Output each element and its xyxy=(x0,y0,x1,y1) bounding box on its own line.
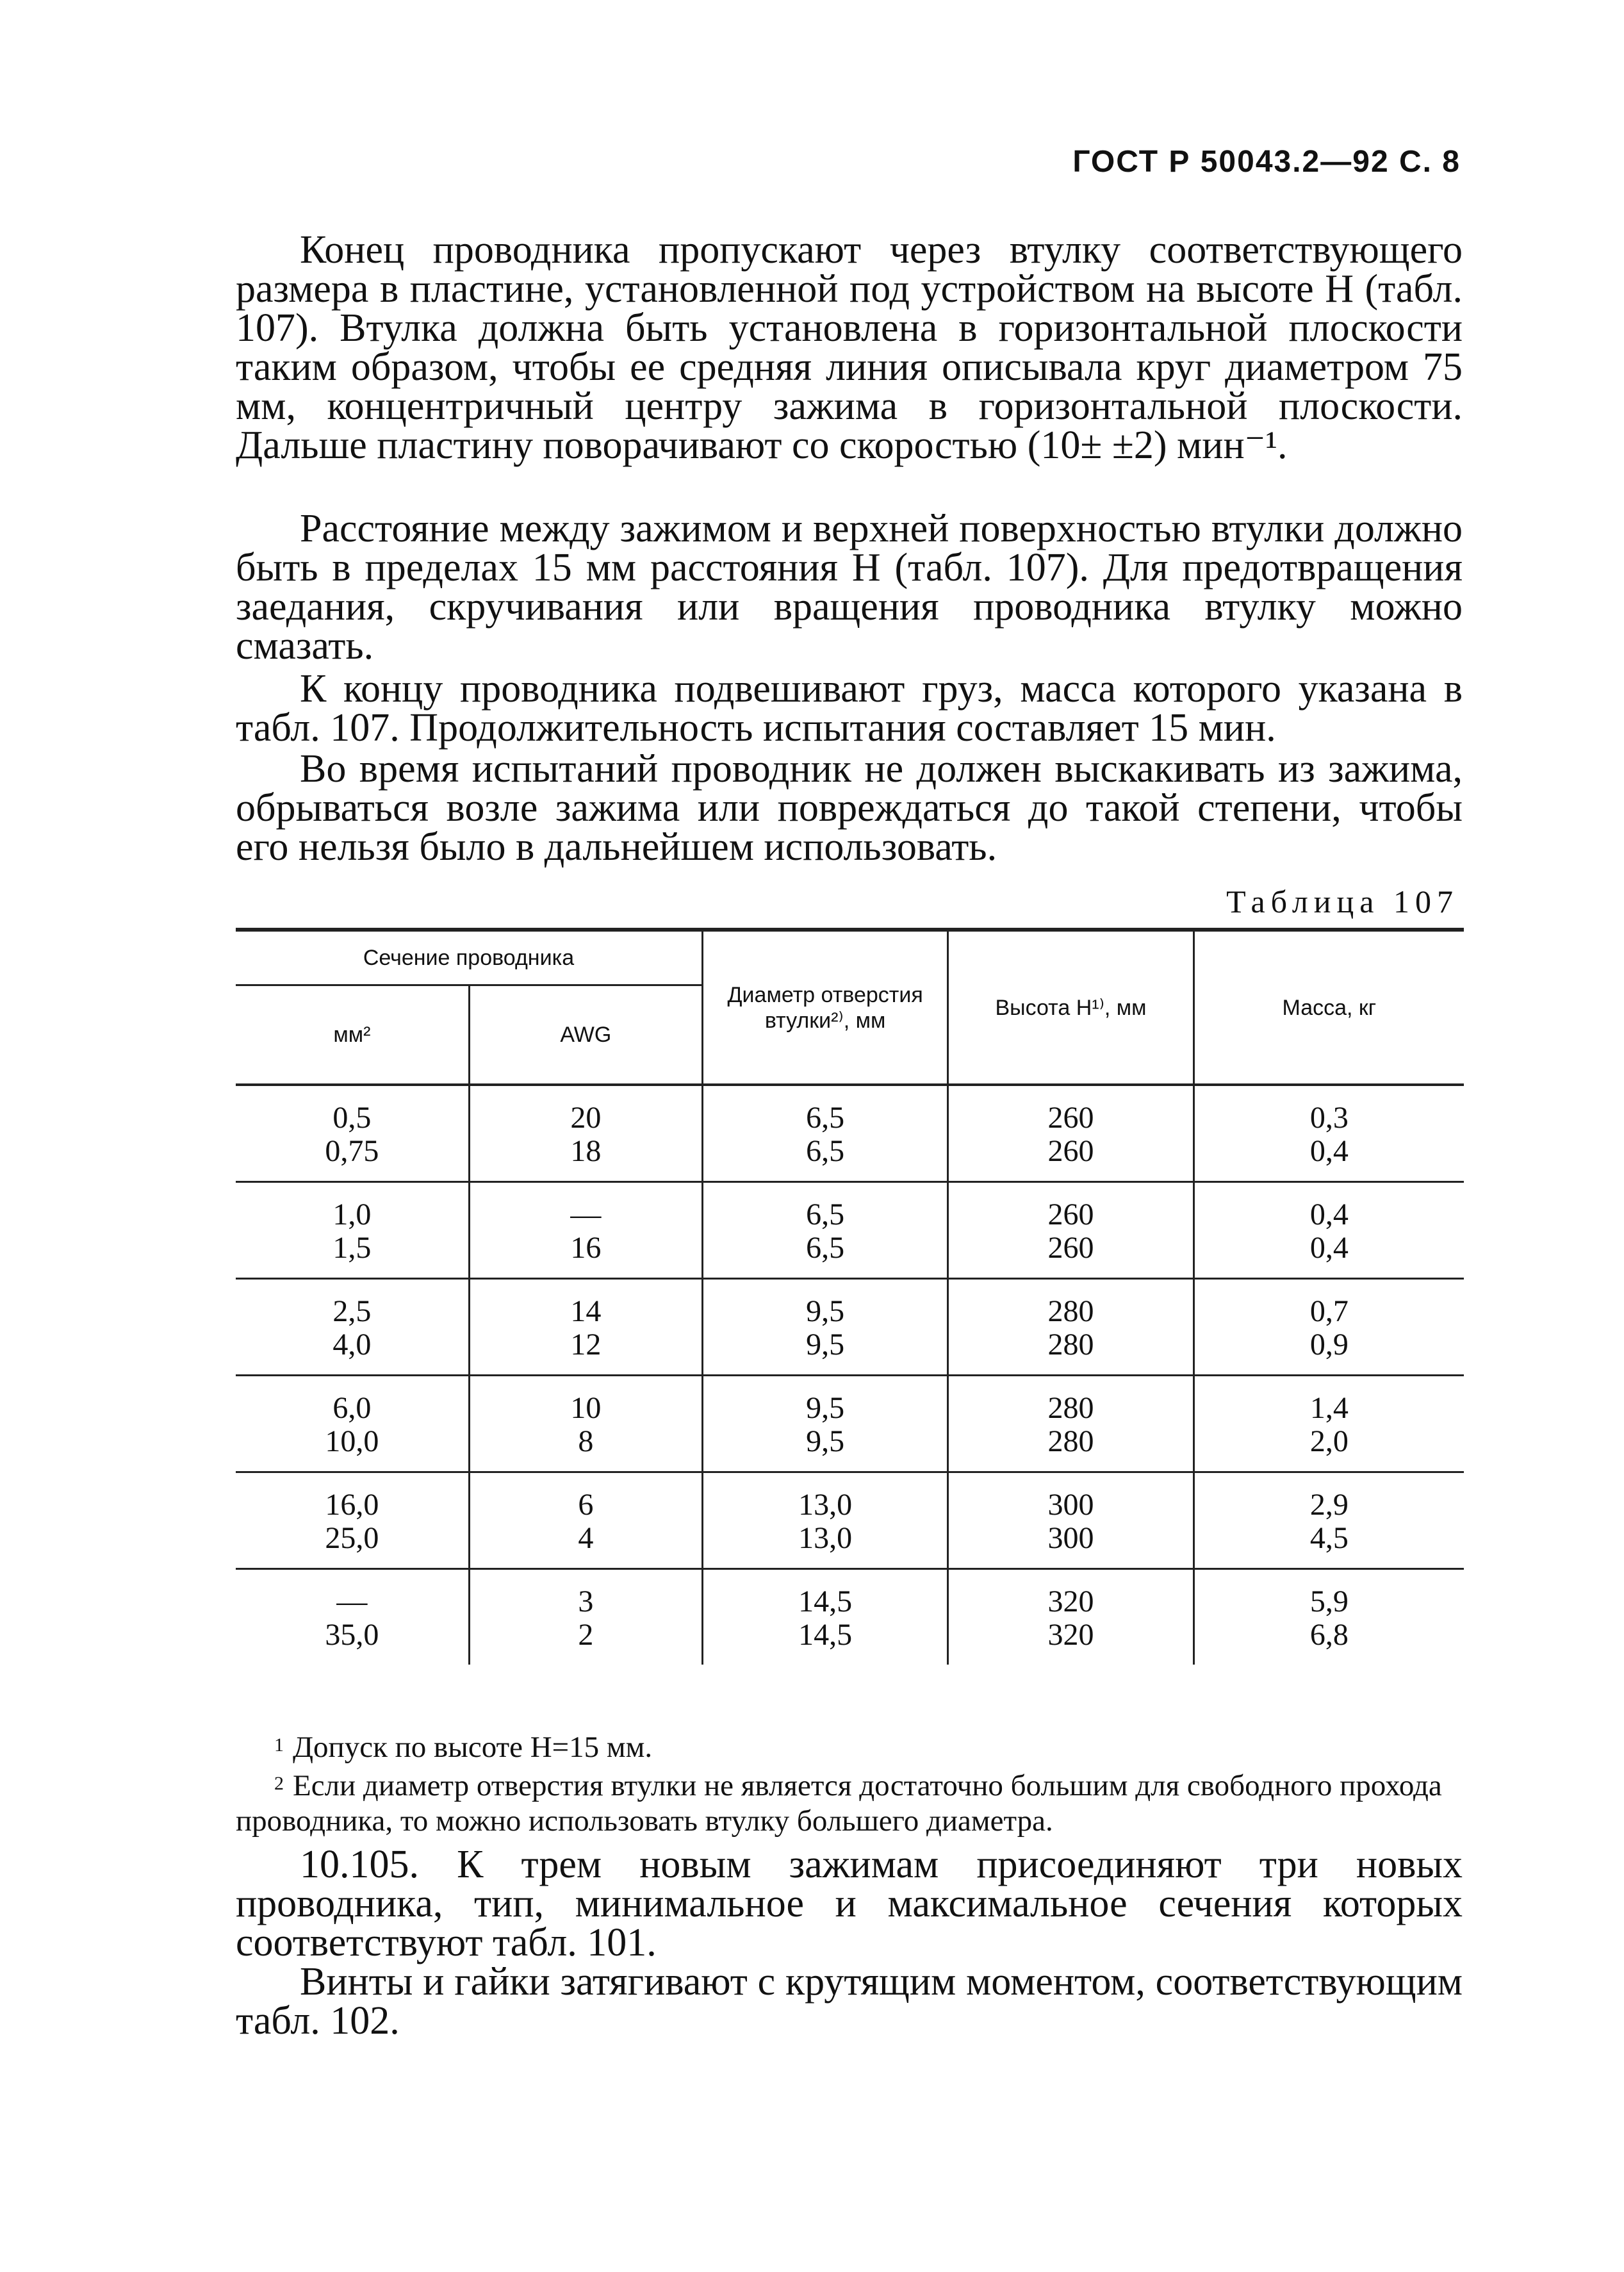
footnote-text: Допуск по высоте H=15 мм. xyxy=(293,1731,653,1764)
table-cell-awg xyxy=(469,1472,702,1569)
footnote-1 xyxy=(236,1730,1464,1765)
paragraph-6: Винты и гайки затягивают с крутящим моментом, соответствующим табл. 102. xyxy=(236,1960,1463,2043)
table-cell-diam xyxy=(702,1182,947,1279)
table-caption: Таблица 107 xyxy=(1226,884,1459,919)
footnote-2 xyxy=(236,1768,1464,1839)
header-height: Высота H¹⁾, мм xyxy=(948,930,1193,1085)
table-cell-height xyxy=(948,1279,1193,1376)
cell-value: 6,5 xyxy=(806,1134,845,1168)
table-cell-diam xyxy=(702,1279,947,1376)
cell-value: 16 xyxy=(570,1231,602,1265)
cell-value: 1,5 xyxy=(332,1231,372,1265)
cell-value: 320 xyxy=(1047,1618,1094,1652)
table-cell-mm2 xyxy=(236,1279,469,1376)
cell-value: 13,0 xyxy=(798,1488,853,1522)
cell-value: 9,5 xyxy=(806,1328,845,1362)
cell-value: 6,5 xyxy=(806,1198,845,1231)
table-cell-mm2 xyxy=(236,1376,469,1472)
table-cell-diam xyxy=(702,1569,947,1665)
table-row xyxy=(236,1182,1464,1279)
cell-value: 9,5 xyxy=(806,1391,845,1425)
table-cell-awg xyxy=(469,1569,702,1665)
cell-value: 260 xyxy=(1047,1101,1094,1135)
cell-value: 2,5 xyxy=(332,1294,372,1328)
cell-value: 280 xyxy=(1047,1328,1094,1362)
header-awg: AWG xyxy=(469,985,702,1085)
paragraph-4: Во время испытаний проводник не должен выскакивать из зажима, обрываться возле зажима или повреждаться до такой степени, чтобы его нельзя было в дальнейшем использовать. xyxy=(236,747,1463,869)
cell-value: 4,0 xyxy=(332,1328,372,1362)
footnote-text: Если диаметр отверстия втулки не является достаточно большим для свободного прохода проводника, то можно использовать втулку большего диаметра. xyxy=(236,1769,1442,1838)
cell-value: 6 xyxy=(578,1488,594,1522)
cell-value: 20 xyxy=(570,1101,602,1135)
cell-value: 14,5 xyxy=(798,1618,853,1652)
page-header: ГОСТ Р 50043.2—92 С. 8 xyxy=(1072,145,1461,179)
cell-value: 300 xyxy=(1047,1521,1094,1555)
table-row xyxy=(236,1279,1464,1376)
cell-value: 260 xyxy=(1047,1134,1094,1168)
cell-value: 8 xyxy=(578,1424,594,1458)
table-cell-mass xyxy=(1193,1182,1464,1279)
cell-value: 4,5 xyxy=(1309,1521,1349,1555)
table-row xyxy=(236,1569,1464,1665)
cell-value: 6,5 xyxy=(806,1101,845,1135)
cell-value: 0,3 xyxy=(1309,1101,1349,1135)
table-cell-mm2 xyxy=(236,1182,469,1279)
cell-value: 35,0 xyxy=(325,1618,379,1652)
cell-value: 300 xyxy=(1047,1488,1094,1522)
table-cell-awg xyxy=(469,1182,702,1279)
table-cell-height xyxy=(948,1569,1193,1665)
table-cell-mass xyxy=(1193,1279,1464,1376)
cell-value: 9,5 xyxy=(806,1294,845,1328)
footnote-mark: 1 xyxy=(274,1734,284,1756)
cell-value: 0,4 xyxy=(1309,1134,1349,1168)
cell-value: 2,0 xyxy=(1309,1424,1349,1458)
cell-value: 6,0 xyxy=(332,1391,372,1425)
cell-value: 13,0 xyxy=(798,1521,853,1555)
table-cell-mass xyxy=(1193,1085,1464,1182)
table-cell-mass xyxy=(1193,1569,1464,1665)
table-cell-mass xyxy=(1193,1376,1464,1472)
cell-value: 10,0 xyxy=(325,1424,379,1458)
cell-value: 18 xyxy=(570,1134,602,1168)
header-mm2: мм² xyxy=(236,985,469,1085)
cell-value: 1,0 xyxy=(332,1198,372,1231)
cell-value: 25,0 xyxy=(325,1521,379,1555)
cell-value: 1,4 xyxy=(1309,1391,1349,1425)
cell-value: 0,5 xyxy=(332,1101,372,1135)
cell-value: 6,8 xyxy=(1309,1618,1349,1652)
table-cell-height xyxy=(948,1182,1193,1279)
cell-value: 0,75 xyxy=(325,1134,379,1168)
cell-value: — xyxy=(570,1198,602,1231)
header-mass: Масса, кг xyxy=(1193,930,1464,1085)
cell-value: 280 xyxy=(1047,1424,1094,1458)
cell-value: 280 xyxy=(1047,1294,1094,1328)
paragraph-5: 10.105. К трем новым зажимам присоединяют три новых проводника, тип, минимальное и максимальное сечения которых соответствуют табл. 101. xyxy=(236,1843,1463,1964)
cell-value: 0,4 xyxy=(1309,1198,1349,1231)
table-cell-mass xyxy=(1193,1472,1464,1569)
table-row xyxy=(236,1376,1464,1472)
group-header: Сечение проводника xyxy=(236,930,702,985)
cell-value: 14 xyxy=(570,1294,602,1328)
table-cell-height xyxy=(948,1085,1193,1182)
cell-value: 4 xyxy=(578,1521,594,1555)
cell-value: 2 xyxy=(578,1618,594,1652)
table-cell-height xyxy=(948,1376,1193,1472)
table-row xyxy=(236,1472,1464,1569)
cell-value: 0,4 xyxy=(1309,1231,1349,1265)
table-cell-mm2 xyxy=(236,1472,469,1569)
cell-value: 260 xyxy=(1047,1231,1094,1265)
cell-value: — xyxy=(336,1585,368,1618)
cell-value: 320 xyxy=(1047,1585,1094,1618)
table-row xyxy=(236,1085,1464,1182)
table-cell-diam xyxy=(702,1376,947,1472)
table-cell-diam xyxy=(702,1085,947,1182)
table-cell-mm2 xyxy=(236,1569,469,1665)
cell-value: 10 xyxy=(570,1391,602,1425)
paragraph-2: Расстояние между зажимом и верхней поверхностью втулки должно быть в пределах 15 мм расстояния H (табл. 107). Для предотвращения заедания, скручивания или вращения проводника втулку можно смазать. xyxy=(236,507,1463,668)
cell-value: 14,5 xyxy=(798,1585,853,1618)
cell-value: 280 xyxy=(1047,1391,1094,1425)
cell-value: 12 xyxy=(570,1328,602,1362)
header-diameter: Диаметр отверстия втулки²⁾, мм xyxy=(702,930,947,1085)
table-cell-awg xyxy=(469,1376,702,1472)
data-table xyxy=(236,928,1464,1665)
table-cell-mm2 xyxy=(236,1085,469,1182)
cell-value: 0,9 xyxy=(1309,1328,1349,1362)
paragraph-3: К концу проводника подвешивают груз, масса которого указана в табл. 107. Продолжительность испытания составляет 15 мин. xyxy=(236,667,1463,750)
paragraph-1: Конец проводника пропускают через втулку соответствующего размера в пластине, установленной под устройством на высоте H (табл. 107). Втулка должна быть установлена в горизонтальной плоскости таким образом, чтобы ее средняя линия описывала круг диаметром 75 мм, концентричный центру зажима в горизонтальной плоскости. Дальше пластину поворачивают со скоростью (10± ±2) мин⁻¹. xyxy=(236,228,1463,467)
cell-value: 260 xyxy=(1047,1198,1094,1231)
table-cell-awg xyxy=(469,1085,702,1182)
table-cell-awg xyxy=(469,1279,702,1376)
cell-value: 5,9 xyxy=(1309,1585,1349,1618)
cell-value: 0,7 xyxy=(1309,1294,1349,1328)
cell-value: 9,5 xyxy=(806,1424,845,1458)
cell-value: 3 xyxy=(578,1585,594,1618)
footnote-mark: 2 xyxy=(274,1773,284,1794)
table-cell-height xyxy=(948,1472,1193,1569)
cell-value: 2,9 xyxy=(1309,1488,1349,1522)
cell-value: 16,0 xyxy=(325,1488,379,1522)
cell-value: 6,5 xyxy=(806,1231,845,1265)
table-cell-diam xyxy=(702,1472,947,1569)
